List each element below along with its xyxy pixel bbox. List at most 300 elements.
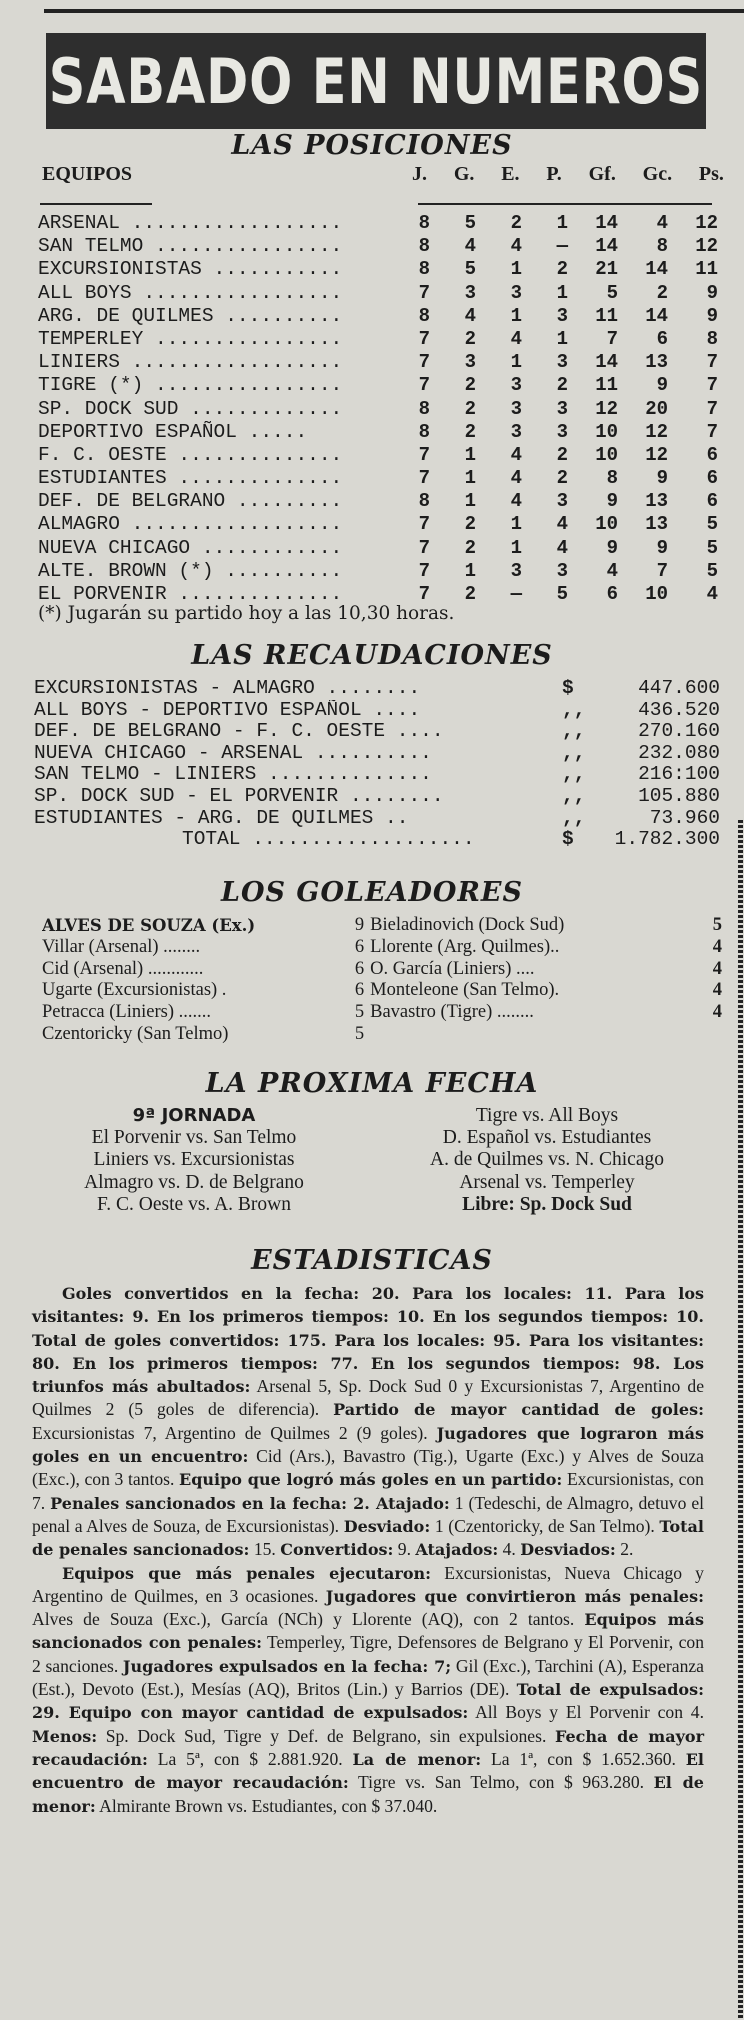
scorer-right [364, 1002, 722, 1024]
stat-value: — [556, 235, 568, 258]
fixtures-left [34, 1105, 354, 1216]
stat-value: 5 [464, 258, 476, 281]
stat-value: 2 [464, 420, 476, 443]
positions-title: LAS POSICIONES [231, 130, 513, 161]
stat-value: 8 [418, 397, 430, 420]
scorer-goals: 5 [354, 1002, 365, 1023]
stat-value: 4 [510, 467, 522, 490]
stat-value: 9 [706, 304, 718, 327]
goleadores-list [42, 915, 722, 1046]
scorer-right [364, 980, 722, 1002]
stat-value: 8 [706, 327, 718, 350]
stat-label: Menos: [32, 1726, 98, 1746]
stat-value: 3 [510, 420, 522, 443]
stat-value: 3 [556, 397, 568, 420]
scorer-left [42, 1002, 364, 1024]
libre-label: Libre: [462, 1193, 515, 1215]
estadisticas-title: ESTADISTICAS [251, 1245, 493, 1276]
match-name: ALL BOYS - DEPORTIVO ESPAÑOL .... [34, 699, 421, 721]
scorer-name: Cid (Arsenal) ............ [42, 958, 204, 979]
stat-value: 7 [418, 327, 430, 350]
stat-value: 6 [706, 467, 718, 490]
column-header: J. [412, 163, 427, 185]
stat-value: 8 [418, 212, 430, 234]
stat-text: Excursionistas, Nueva Chicago y Argentino de Quilmes, en 3 ocasiones. [32, 1562, 704, 1606]
stat-label: Convertidos: [280, 1540, 394, 1560]
stat-label: Equipo que logró más goles en un partido: [179, 1470, 563, 1490]
stat-value: 8 [418, 490, 430, 513]
currency-mark: ,, [562, 763, 586, 786]
stat-label: Equipos que más penales ejecutaron: [62, 1563, 432, 1583]
fixture: A. de Quilmes vs. N. Chicago [430, 1149, 664, 1171]
stat-value: 12 [595, 397, 618, 420]
scorer-name: Llorente (Arg. Quilmes).. [370, 936, 560, 957]
goleadores-title: LOS GOLEADORES [221, 877, 523, 908]
stat-value: 7 [418, 536, 430, 559]
stat-value: 1 [510, 351, 522, 374]
team-name: ARG. DE QUILMES .......... [38, 304, 343, 327]
stat-value: 12 [695, 212, 718, 234]
stat-value: 2 [556, 258, 568, 281]
total-amount: 1.782.300 [614, 828, 720, 851]
scorer-right [364, 937, 722, 959]
stat-value: 2 [556, 467, 568, 490]
stat-value: 2 [464, 374, 476, 397]
stat-value: 2 [464, 513, 476, 536]
scorer-right [364, 915, 722, 937]
team-name: EL PORVENIR .............. [38, 583, 343, 605]
scorer-left [42, 915, 364, 937]
stat-value: 9 [656, 374, 668, 397]
stat-value: 7 [418, 559, 430, 582]
scorer-goals: 6 [354, 958, 365, 979]
standings-table [38, 212, 728, 606]
banner-title: SABADO EN NUMEROS [48, 44, 704, 118]
stat-value: 13 [645, 513, 668, 536]
stat-value: 8 [606, 467, 618, 490]
stat-value: 2 [464, 397, 476, 420]
scorer-name: ALVES DE SOUZA (Ex.) [42, 916, 256, 935]
scorer-goals: 6 [354, 980, 365, 1001]
stat-value: 9 [606, 490, 618, 513]
stat-value: 13 [645, 351, 668, 374]
stat-value: 10 [595, 443, 618, 466]
stat-label: Total de penales sancionados: [32, 1516, 704, 1560]
jornada-label: 9ª JORNADA [132, 1105, 256, 1126]
team-name: NUEVA CHICAGO ............ [38, 536, 343, 559]
team-name: SAN TELMO ................ [38, 235, 343, 258]
scorer-row [42, 980, 722, 1002]
scorer-name: Bieladinovich (Dock Sud) [370, 915, 565, 935]
stat-value: 4 [510, 235, 522, 258]
stat-value: 3 [510, 374, 522, 397]
stat-text: La 1ª, con $ 1.652.360. [481, 1748, 686, 1769]
currency-mark: ,, [562, 698, 586, 721]
stat-text: Sp. Dock Sud, Tigre y Def. de Belgrano, sin expulsiones. [97, 1725, 555, 1746]
estadisticas-text [32, 1282, 704, 1818]
table-row [38, 328, 728, 351]
column-headers [412, 163, 724, 186]
recaudacion-row [34, 700, 724, 722]
stat-label: Desviado: [343, 1516, 431, 1536]
stat-value: 21 [595, 258, 618, 281]
stat-label: Jugadores que convirtieron más penales: [325, 1586, 705, 1606]
recaudacion-row [34, 786, 724, 808]
stat-value: 5 [706, 559, 718, 582]
stat-text: Arsenal 5, Sp. Dock Sud 0 y Excursionistas 7, Argentino de Quilmes 2 (5 goles de diferencia). [32, 1376, 704, 1420]
stat-value: 3 [464, 281, 476, 304]
stat-value: 12 [645, 420, 668, 443]
stat-text: 1 (Czentoricky, de San Telmo). [430, 1515, 660, 1536]
team-name: ARSENAL .................. [38, 212, 343, 234]
stat-value: 4 [510, 443, 522, 466]
fixture: Tigre vs. All Boys [475, 1105, 619, 1126]
team-name: DEPORTIVO ESPAÑOL ..... [38, 420, 308, 443]
table-row [38, 235, 728, 258]
scorer-row [42, 1002, 722, 1024]
proxima-title: LA PROXIMA FECHA [205, 1068, 539, 1099]
stat-value: 7 [418, 443, 430, 466]
stat-value: 7 [418, 513, 430, 536]
table-row [38, 444, 728, 467]
stat-value: 8 [418, 235, 430, 258]
team-name: TIGRE (*) ................ [38, 374, 343, 397]
stat-value: 8 [418, 304, 430, 327]
stat-value: 4 [656, 212, 668, 234]
stat-value: 6 [656, 327, 668, 350]
stat-value: 3 [556, 559, 568, 582]
scorer-row [42, 1024, 722, 1046]
scorer-name: Villar (Arsenal) ........ [42, 936, 201, 957]
match-name: SAN TELMO - LINIERS .............. [34, 764, 432, 786]
stat-value: 14 [595, 212, 618, 234]
stat-value: 12 [645, 443, 668, 466]
stat-value: 2 [510, 212, 522, 234]
stat-value: 7 [706, 420, 718, 443]
match-name: ESTUDIANTES - ARG. DE QUILMES .. [34, 807, 409, 829]
stat-value: 9 [656, 536, 668, 559]
table-row [38, 537, 728, 560]
stats-paragraph-2 [32, 1562, 704, 1818]
recaudacion-row [34, 764, 724, 786]
stat-value: 2 [464, 583, 476, 605]
stat-value: 4 [464, 235, 476, 258]
table-row [38, 490, 728, 513]
scorer-right [364, 959, 722, 981]
stat-value: 1 [510, 258, 522, 281]
stat-label: El de menor: [32, 1773, 704, 1816]
stat-value: 10 [595, 513, 618, 536]
stat-label: Jugadores expulsados en la fecha: 7; [122, 1656, 452, 1676]
stat-value: 12 [695, 235, 718, 258]
column-header: Gf. [588, 163, 616, 185]
stat-label: Total de expulsados: 29. Equipo con mayor cantidad de expulsados: [32, 1680, 704, 1723]
stat-value: 10 [595, 420, 618, 443]
stat-value: 9 [656, 467, 668, 490]
recaudaciones-title: LAS RECAUDACIONES [191, 640, 553, 671]
stat-label: Goles convertidos en la fecha: 20. Para los locales: 11. Para los visitantes: 9. En los primeros tiempos: 10. En los segundos tiempos: 10. Total de goles convertidos: 175. Para los locales: 95. Para los visitantes: 80. En los primeros tiempos: 77. En los segundos tiempos: 98. Los triunfos más abultados: [32, 1284, 704, 1397]
stat-label: Desviados: [520, 1540, 616, 1560]
stat-value: 1 [464, 443, 476, 466]
scorer-goals: 4 [712, 936, 722, 957]
stat-value: 8 [418, 420, 430, 443]
libre-team: Sp. Dock Sud [519, 1193, 632, 1215]
column-rule [738, 820, 743, 2020]
stat-value: 1 [464, 559, 476, 582]
stat-label: Penales sancionados en la fecha: 2. Atajado: [50, 1493, 450, 1513]
stat-value: 8 [418, 258, 430, 281]
stat-value: 1 [556, 212, 568, 234]
fixture: Liniers vs. Excursionistas [93, 1149, 295, 1171]
stat-value: 5 [706, 536, 718, 559]
stat-text: 1 (Tedeschi, de Almagro, detuvo el penal a Alves de Souza, de Excursionistas). [32, 1492, 705, 1536]
stat-value: 5 [706, 513, 718, 536]
scorer-left [42, 937, 364, 959]
stat-value: 4 [556, 536, 568, 559]
stat-value: 4 [556, 513, 568, 536]
stat-value: 1 [510, 536, 522, 559]
libre [372, 1194, 722, 1216]
fixtures-right [372, 1105, 722, 1216]
stat-value: 3 [556, 304, 568, 327]
team-name: TEMPERLEY ................ [38, 327, 343, 350]
team-name: SP. DOCK SUD ............. [38, 397, 343, 420]
stat-value: 14 [595, 235, 618, 258]
stat-value: 3 [556, 490, 568, 513]
table-row [38, 513, 728, 536]
scorer-name: Ugarte (Excursionistas) . [42, 980, 227, 1001]
column-header: P. [546, 163, 562, 185]
stat-value: 9 [606, 536, 618, 559]
match-name: SP. DOCK SUD - EL PORVENIR ........ [34, 785, 444, 807]
stat-value: 4 [706, 583, 718, 605]
stat-label: Partido de mayor cantidad de goles: [333, 1400, 704, 1420]
team-name: ALL BOYS ................. [38, 281, 343, 304]
scorer-name: Bavastro (Tigre) ........ [370, 1002, 534, 1023]
scorer-left [42, 959, 364, 981]
stat-value: 8 [656, 235, 668, 258]
recaudacion-row [34, 678, 724, 700]
stat-value: 4 [510, 327, 522, 350]
currency-mark: ,, [562, 741, 586, 764]
stat-value: 6 [706, 443, 718, 466]
column-header: G. [453, 163, 475, 185]
stat-text: Cid (Ars.), Bavastro (Tig.), Ugarte (Exc.) y Alves de Souza (Exc.), con 3 tantos. [32, 1446, 704, 1490]
team-header-rule [40, 203, 152, 205]
stat-value: 7 [606, 327, 618, 350]
stat-value: 6 [606, 583, 618, 605]
table-row [38, 421, 728, 444]
table-row [38, 258, 728, 281]
currency-mark: ,, [562, 784, 586, 807]
team-name: ALMAGRO .................. [38, 513, 343, 536]
stat-value: 2 [464, 536, 476, 559]
scorer-goals: 4 [712, 980, 722, 1001]
stat-value: 13 [645, 490, 668, 513]
stat-value: 3 [464, 351, 476, 374]
stat-text: 9. [393, 1539, 416, 1560]
scorer-goals: 5 [712, 915, 722, 935]
stat-value: 3 [510, 559, 522, 582]
stat-value: 4 [464, 304, 476, 327]
team-name: ESTUDIANTES .............. [38, 467, 343, 490]
scorer-goals: 4 [712, 1002, 722, 1023]
stat-text: La 5ª, con $ 2.881.920. [147, 1748, 353, 1769]
stat-value: 14 [645, 304, 668, 327]
currency-mark: ,, [562, 806, 586, 829]
stat-value: 4 [606, 559, 618, 582]
stat-value: 7 [418, 374, 430, 397]
fixture: D. Español vs. Estudiantes [442, 1127, 652, 1149]
stat-value: 3 [510, 281, 522, 304]
match-name: DEF. DE BELGRANO - F. C. OESTE .... [34, 721, 444, 743]
total-currency: $ [562, 828, 574, 851]
stat-value: 1 [556, 281, 568, 304]
stat-value: 1 [464, 467, 476, 490]
stat-value: 7 [418, 351, 430, 374]
scorer-goals [719, 1024, 722, 1046]
column-header: Ps. [698, 163, 724, 185]
stat-value: 1 [556, 327, 568, 350]
stat-value: 1 [510, 513, 522, 536]
stat-label: Equipos más sancionados con penales: [32, 1610, 704, 1653]
stat-value: 11 [595, 304, 618, 327]
stat-value: 20 [645, 397, 668, 420]
total-label: TOTAL ................... [182, 829, 475, 851]
scorer-goals: 6 [354, 936, 365, 957]
recaudacion-row [34, 721, 724, 743]
stat-value: 7 [706, 351, 718, 374]
team-name: F. C. OESTE .............. [38, 443, 343, 466]
team-name: EXCURSIONISTAS ........... [38, 258, 343, 281]
stat-value: 14 [595, 351, 618, 374]
column-header: Gc. [642, 163, 673, 185]
stat-text: Gil (Exc.), Tarchini (A), Esperanza (Est.), Devoto (Est.), Mesías (AQ), Britos (Lin.) y Barrios (DE). [32, 1655, 704, 1700]
scorer-goals: 9 [354, 915, 365, 935]
stat-value: 11 [695, 258, 718, 281]
team-name: DEF. DE BELGRANO ......... [38, 490, 343, 513]
stat-value: 1 [464, 490, 476, 513]
stat-value: 3 [510, 397, 522, 420]
recaudaciones-table [34, 678, 724, 851]
scorer-left [42, 1024, 364, 1046]
stat-value: 10 [645, 583, 668, 605]
scorer-name: Petracca (Liniers) ....... [42, 1002, 211, 1023]
stat-value: 7 [656, 559, 668, 582]
amount: 216:100 [638, 763, 720, 786]
amount: 270.160 [638, 720, 720, 743]
scorer-name: Monteleone (San Telmo). [370, 980, 560, 1001]
stat-label: Jugadores que lograron más goles en un encuentro: [32, 1423, 705, 1467]
scorer-name [370, 1024, 719, 1046]
stat-value: 6 [706, 490, 718, 513]
stat-text: Temperley, Tigre, Defensores de Belgrano y El Porvenir, con 2 sanciones. [32, 1632, 704, 1676]
stats-paragraph-1 [32, 1282, 704, 1562]
stat-text: 4. [498, 1539, 521, 1560]
amount: 105.880 [638, 784, 720, 807]
stat-value: 7 [418, 583, 430, 605]
stat-value: 2 [464, 327, 476, 350]
scorer-right [364, 1024, 722, 1046]
fixture: El Porvenir vs. San Telmo [91, 1127, 297, 1149]
stat-label: La de menor: [352, 1749, 482, 1769]
stat-text: Almirante Brown vs. Estudiantes, con $ 37.040. [95, 1795, 438, 1816]
team-header: EQUIPOS [42, 163, 133, 185]
column-header: E. [501, 163, 520, 185]
recaudacion-row [34, 743, 724, 765]
stat-value: 3 [556, 420, 568, 443]
fixture: Almagro vs. D. de Belgrano [84, 1171, 304, 1193]
amount: 73.960 [649, 806, 720, 829]
stat-value: 7 [706, 374, 718, 397]
stat-value: 2 [656, 281, 668, 304]
amount: 447.600 [638, 677, 720, 699]
stat-value: 5 [556, 583, 568, 605]
currency-mark: $ [562, 677, 574, 699]
stat-text: Excursionistas 7, Argentino de Quilmes 2 (9 goles). [32, 1422, 437, 1443]
column-header-rule [418, 203, 712, 205]
stat-value: 11 [595, 374, 618, 397]
table-row [38, 467, 728, 490]
scorer-row [42, 915, 722, 937]
stat-value: 1 [510, 304, 522, 327]
stat-text: All Boys y El Porvenir con 4. [468, 1702, 704, 1723]
stat-value: 7 [418, 281, 430, 304]
scorer-goals: 4 [712, 958, 722, 979]
stat-value: 4 [510, 490, 522, 513]
match-name: EXCURSIONISTAS - ALMAGRO ........ [34, 678, 421, 699]
stat-text: 15. [249, 1539, 281, 1560]
amount: 436.520 [638, 698, 720, 721]
banner [46, 33, 706, 129]
table-row [38, 560, 728, 583]
match-name: NUEVA CHICAGO - ARSENAL .......... [34, 742, 432, 764]
recaudacion-row [34, 808, 724, 830]
table-row [38, 212, 728, 235]
stat-text: Alves de Souza (Exc.), García (NCh) y Llorente (AQ), con 2 tantos. [32, 1609, 585, 1630]
stat-value: — [510, 583, 522, 605]
scorer-row [42, 937, 722, 959]
stat-value: 2 [556, 443, 568, 466]
top-rule [44, 9, 744, 13]
currency-mark: ,, [562, 720, 586, 743]
stat-label: Fecha de mayor recaudación: [32, 1726, 704, 1769]
table-row [38, 374, 728, 397]
scorer-name: O. García (Liniers) .... [370, 958, 535, 979]
scorer-row [42, 959, 722, 981]
stat-value: 5 [606, 281, 618, 304]
total-row [34, 829, 724, 851]
stat-value: 7 [706, 397, 718, 420]
stat-text: Tigre vs. San Telmo, con $ 963.280. [348, 1772, 654, 1793]
stat-value: 2 [556, 374, 568, 397]
fixture: F. C. Oeste vs. A. Brown [97, 1193, 291, 1215]
scorer-left [42, 980, 364, 1002]
table-row [38, 351, 728, 374]
scorer-goals: 5 [354, 1023, 365, 1044]
standings-note: (*) Jugarán su partido hoy a las 10,30 horas. [38, 603, 455, 624]
stat-value: 7 [418, 467, 430, 490]
stat-value: 9 [706, 281, 718, 304]
stat-text: 2. [615, 1539, 634, 1560]
stat-label: Atajados: [415, 1540, 499, 1560]
amount: 232.080 [638, 741, 720, 764]
table-row [38, 282, 728, 305]
scorer-name: Czentoricky (San Telmo) [42, 1023, 229, 1044]
team-name: LINIERS .................. [38, 351, 343, 374]
stat-value: 14 [645, 258, 668, 281]
stat-label: El encuentro de mayor recaudación: [32, 1749, 705, 1793]
